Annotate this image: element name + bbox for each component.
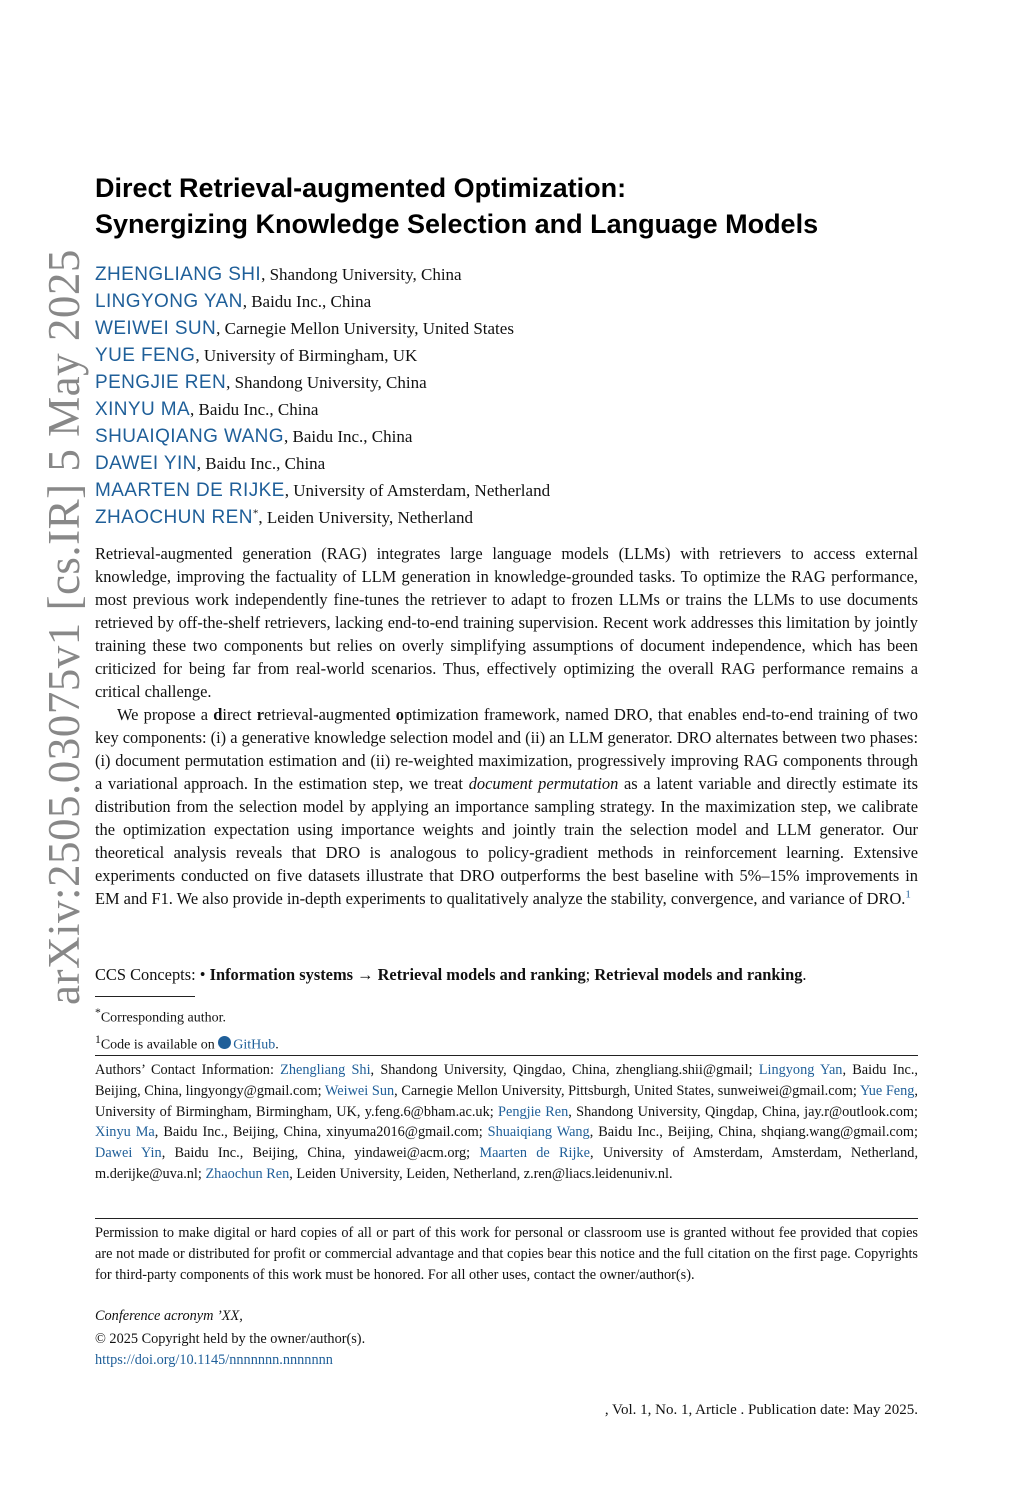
author-name[interactable]: XINYU MA bbox=[95, 399, 191, 420]
contact-text: Authors’ Contact Information: bbox=[95, 1062, 281, 1078]
ccs-separator: ; bbox=[585, 965, 595, 984]
abstract-paragraph-1: Retrieval-augmented generation (RAG) integrates large language models (LLMs) with retrievers to access external knowledge, improving the factuality of LLM generation in knowledge-grounded tasks. To optimize the RAG performance, most previous work independently fine-tunes the retriever to adapt to frozen LLMs or trains the LLMs to use documents retrieved by off-the-shelf retrievers, lacking end-to-end training supervision. Recent work addresses this limitation by jointly training these two components but relies on overly simplifying assumptions of document independence, which has been criticized for being far from real-world scenarios. Thus, effectively optimizing the overall RAG performance remains a critical challenge. bbox=[95, 544, 918, 701]
doi-link[interactable]: https://doi.org/10.1145/nnnnnnn.nnnnnnn bbox=[95, 1352, 333, 1368]
author-name[interactable]: ZHAOCHUN REN bbox=[95, 507, 253, 528]
author-affiliation: , University of Birmingham, UK bbox=[195, 346, 418, 365]
author-entry bbox=[95, 504, 550, 531]
ccs-concept-3: Retrieval models and ranking bbox=[594, 965, 803, 984]
contact-author-link[interactable]: Xinyu Ma bbox=[95, 1124, 155, 1141]
contact-text: , Shandong University, Qingdap, China, jay.r@outlook.com; bbox=[568, 1103, 918, 1120]
contact-text: , Carnegie Mellon University, Pittsburgh, United States, sunweiwei@gmail.com; bbox=[394, 1082, 860, 1099]
author-affiliation: , Leiden University, Netherland bbox=[258, 508, 473, 527]
ccs-arrow: → bbox=[353, 965, 378, 984]
author-entry bbox=[95, 450, 550, 477]
ccs-concepts bbox=[95, 963, 918, 986]
contact-text: , Baidu Inc., Beijing, China, xinyuma2016@gmail.com; bbox=[154, 1124, 488, 1141]
title-line-1: Direct Retrieval-augmented Optimization: bbox=[95, 173, 627, 203]
author-name[interactable]: MAARTEN DE RIJKE bbox=[95, 480, 285, 501]
footnote-one-mark: 1 bbox=[95, 1032, 101, 1046]
author-list bbox=[95, 261, 550, 531]
contact-text: , Baidu Inc., Beijing, China, lingyongy@gmail.com; bbox=[95, 1062, 919, 1099]
abstract-text: as a latent variable and directly estimate its distribution from the selection model by applying an importance sampling strategy. In the maximization step, we calibrate the optimization expectation using importance weights and jointly train the selection model and LLM generator. Our theoretical analysis reveals that DRO is analogous to policy-gradient methods in reinforcement learning. Extensive experiments conducted on five datasets illustrate that DRO outperforms the best baseline with 5%–15% improvements in EM and F1. We also provide in-depth experiments to qualitatively analyze the stability, convergence, and variance of DRO. bbox=[95, 774, 918, 908]
title-line-2: Synergizing Knowledge Selection and Language Models bbox=[95, 209, 819, 239]
footnote-code bbox=[95, 1029, 279, 1056]
abstract-paragraph-2 bbox=[95, 703, 918, 910]
author-entry bbox=[95, 315, 550, 342]
contact-text: , University of Birmingham, Birmingham, UK, y.feng.6@bham.ac.uk; bbox=[95, 1082, 918, 1120]
author-entry bbox=[95, 261, 550, 288]
ccs-concept-1: Information systems bbox=[209, 965, 353, 984]
permission-rule bbox=[95, 1218, 918, 1219]
author-affiliation: , Baidu Inc., China bbox=[190, 400, 319, 419]
contact-author-link[interactable]: Shuaiqiang Wang bbox=[487, 1124, 590, 1141]
footnote-rule bbox=[95, 996, 195, 997]
abstract-text: We propose a bbox=[117, 705, 214, 724]
acronym-letter-o: o bbox=[395, 705, 404, 724]
author-entry bbox=[95, 342, 550, 369]
author-entry bbox=[95, 396, 550, 423]
author-affiliation: , Carnegie Mellon University, United States bbox=[216, 319, 514, 338]
author-entry bbox=[95, 369, 550, 396]
github-link[interactable]: GitHub bbox=[233, 1037, 276, 1053]
author-name[interactable]: ZHENGLIANG SHI bbox=[95, 264, 262, 285]
ccs-prefix: CCS Concepts: • bbox=[95, 965, 210, 984]
emphasis-term: document permutation bbox=[468, 774, 619, 793]
author-entry bbox=[95, 477, 550, 504]
conference-acronym: Conference acronym ’XX, bbox=[95, 1308, 243, 1324]
arxiv-identifier-stamp: arXiv:2505.03075v1 [cs.IR] 5 May 2025 bbox=[39, 249, 89, 1005]
author-affiliation: , Shandong University, China bbox=[261, 265, 462, 284]
contact-author-link[interactable]: Dawei Yin bbox=[95, 1145, 162, 1162]
contact-author-link[interactable]: Pengjie Ren bbox=[498, 1103, 569, 1120]
contact-author-link[interactable]: Zhaochun Ren bbox=[205, 1165, 290, 1182]
contact-text: , Baidu Inc., Beijing, China, shqiang.wang@gmail.com; bbox=[589, 1124, 919, 1141]
contact-author-link[interactable]: Lingyong Yan bbox=[758, 1062, 843, 1078]
abstract-text: ptimization framework, named DRO, that enables end-to-end training of two key components: (i) a generative knowledge selection model and (ii) an LLM generator. DRO alternates between two phases: (i) document permutation estimation and (ii) re-weighted maximization, progressively improving RAG components through a variational approach. In the estimation step, we treat bbox=[95, 705, 918, 793]
contact-text: , University of Amsterdam, Amsterdam, Netherland, m.derijke@uva.nl; bbox=[95, 1145, 919, 1182]
acronym-letter-r: r bbox=[256, 705, 265, 724]
acronym-letter-d: d bbox=[213, 705, 223, 724]
footnote-ref-1[interactable]: 1 bbox=[905, 888, 911, 901]
paper-title bbox=[95, 170, 818, 242]
footnote-one-text: Code is available on bbox=[100, 1037, 219, 1053]
author-affiliation: , Baidu Inc., China bbox=[283, 427, 413, 446]
running-footer: , Vol. 1, No. 1, Article . Publication date: May 2025. bbox=[604, 1402, 918, 1418]
abstract-text: etrieval-augmented bbox=[264, 705, 396, 724]
author-name[interactable]: PENGJIE REN bbox=[95, 372, 227, 393]
authors-contact-information bbox=[95, 1060, 918, 1185]
copyright-notice: © 2025 Copyright held by the owner/author(s). bbox=[95, 1331, 366, 1347]
contact-text: , Leiden University, Leiden, Netherland, z.ren@liacs.leidenuniv.nl. bbox=[289, 1165, 673, 1182]
author-affiliation: , University of Amsterdam, Netherland bbox=[284, 481, 551, 500]
author-affiliation: , Baidu Inc., China bbox=[196, 454, 326, 473]
github-icon[interactable] bbox=[218, 1036, 231, 1049]
author-affiliation: , Shandong University, China bbox=[226, 373, 427, 392]
footnote-star-text: Corresponding author. bbox=[100, 1010, 227, 1026]
abstract bbox=[95, 542, 918, 910]
contact-author-link[interactable]: Maarten de Rijke bbox=[479, 1145, 590, 1162]
contact-text: , Shandong University, Qingdao, China, zhengliang.shii@gmail; bbox=[370, 1062, 759, 1078]
contact-author-link[interactable]: Zhengliang Shi bbox=[280, 1062, 371, 1078]
footnote-one-end: . bbox=[275, 1037, 279, 1053]
author-entry bbox=[95, 423, 550, 450]
contact-author-link[interactable]: Weiwei Sun bbox=[324, 1082, 395, 1099]
author-name[interactable]: SHUAIQIANG WANG bbox=[95, 426, 284, 447]
author-name[interactable]: DAWEI YIN bbox=[95, 453, 197, 474]
author-name[interactable]: WEIWEI SUN bbox=[95, 318, 217, 339]
author-name[interactable]: YUE FENG bbox=[95, 345, 196, 366]
abstract-text: irect bbox=[222, 705, 257, 724]
contact-author-link[interactable]: Yue Feng bbox=[859, 1082, 915, 1099]
contact-text: , Baidu Inc., Beijing, China, yindawei@acm.org; bbox=[161, 1145, 480, 1162]
footnote-corresponding bbox=[95, 1002, 279, 1029]
contact-rule bbox=[95, 1055, 918, 1056]
corresponding-author-mark: * bbox=[252, 507, 259, 520]
author-entry bbox=[95, 288, 550, 315]
footnotes bbox=[95, 1002, 279, 1055]
ccs-concept-2: Retrieval models and ranking bbox=[377, 965, 586, 984]
ccs-end: . bbox=[802, 965, 807, 984]
footnote-star-mark: * bbox=[95, 1006, 101, 1019]
permission-notice: Permission to make digital or hard copies of all or part of this work for personal or classroom use is granted without fee provided that copies are not made or distributed for profit or commercial advantage and that copies bear this notice and the full citation on the first page. Copyrights for third-party components of this work must be honored. For all other uses, contact the owner/author(s). bbox=[95, 1225, 918, 1283]
author-affiliation: , Baidu Inc., China bbox=[242, 292, 372, 311]
author-name[interactable]: LINGYONG YAN bbox=[95, 291, 243, 312]
